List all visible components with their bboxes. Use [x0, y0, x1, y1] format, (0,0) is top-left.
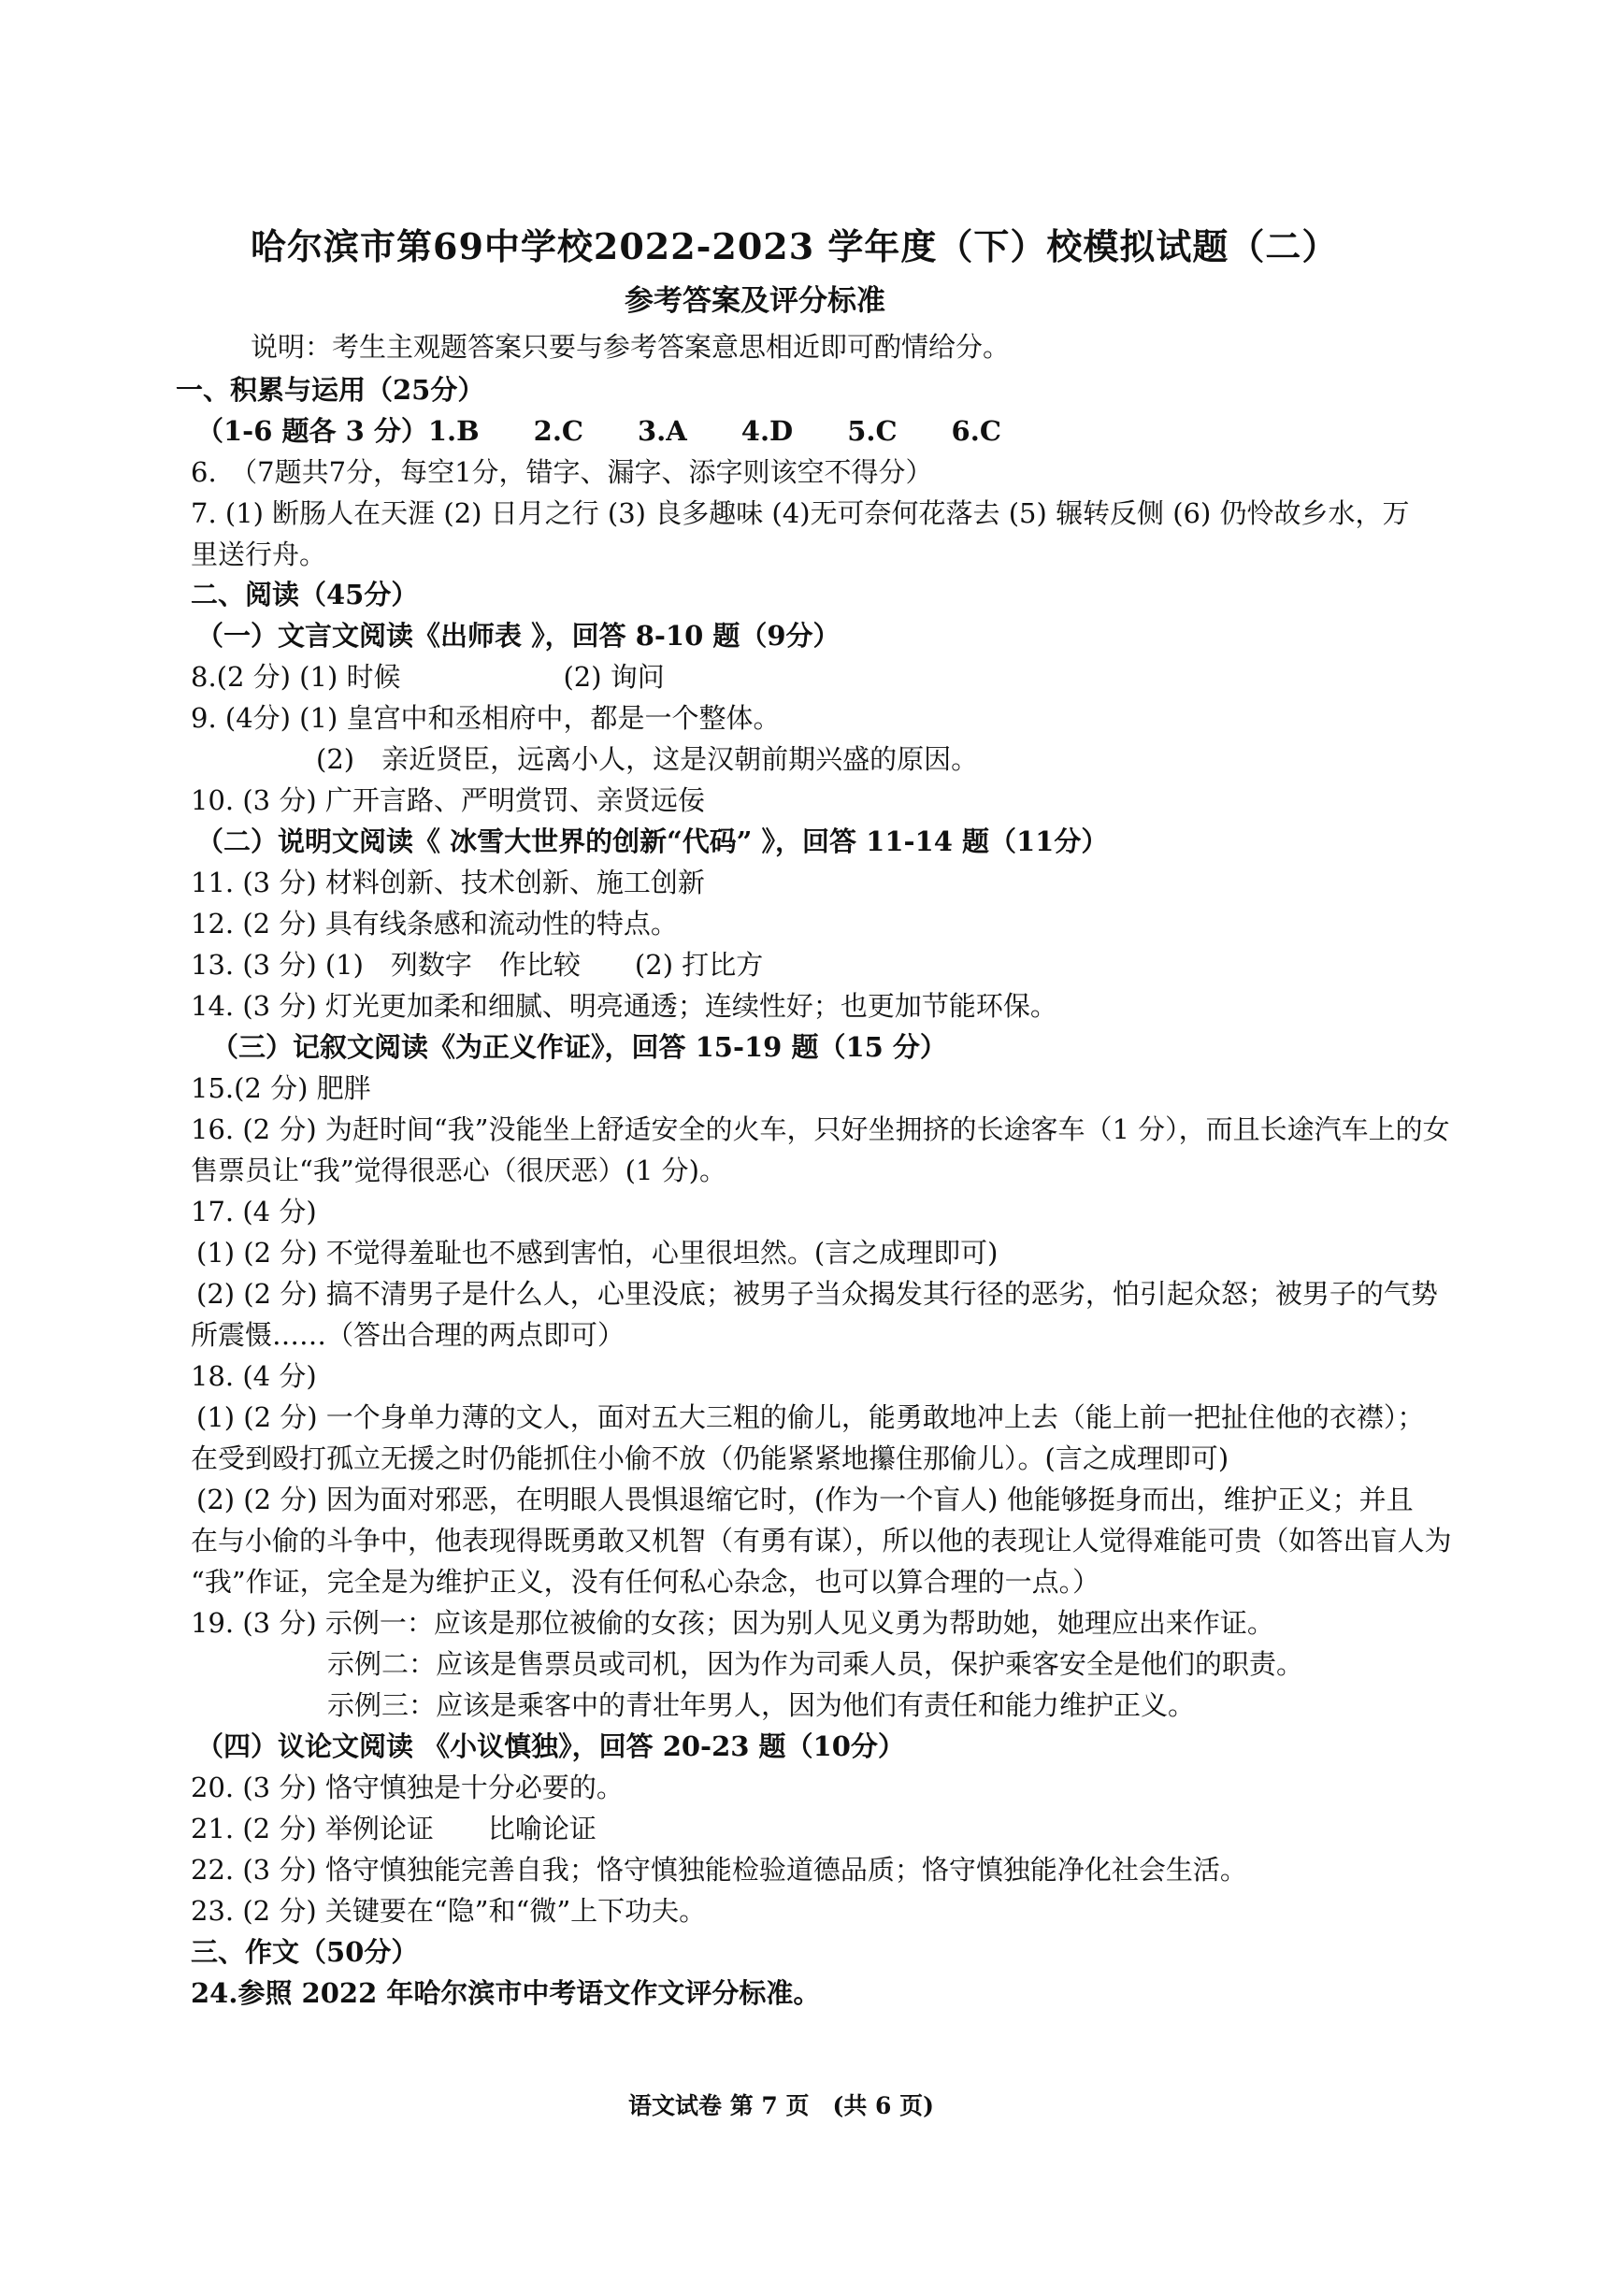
section-2-heading: 二、阅读（45分）: [191, 579, 419, 610]
answer-q11: 11. (3 分) 材料创新、技术创新、施工创新: [191, 867, 705, 898]
answer-q13: 13. (3 分) (1) 列数字 作比较 (2) 打比方: [191, 949, 764, 981]
page-title: 哈尔滨市第69中学校2022-2023 学年度（下）校模拟试题（二）: [251, 225, 1339, 267]
answer-q8: 8.(2 分) (1) 时候 (2) 询问: [191, 661, 665, 693]
answer-q15: 15.(2 分) 肥胖: [191, 1072, 371, 1104]
answer-q18-1-line2: 在受到殴打孤立无援之时仍能抓住小偷不放（仍能紧紧地攥住那偷儿）。(言之成理即可): [191, 1442, 1229, 1474]
part-2-heading: （二）说明文阅读《 冰雪大世界的创新“代码” 》，回答 11-14 题（11分）: [196, 825, 1109, 857]
section-3-heading: 三、作文（50分）: [191, 1936, 419, 1968]
part-4-heading: （四）议论文阅读 《小议慎独》，回答 20-23 题（10分）: [196, 1730, 905, 1762]
scoring-note: 说明：考生主观题答案只要与参考答案意思相近即可酌情给分。: [251, 331, 1011, 363]
answer-q14: 14. (3 分) 灯光更加柔和细腻、明亮通透；连续性好；也更加节能环保。: [191, 990, 1057, 1022]
answer-q20: 20. (3 分) 恪守慎独是十分必要的。: [191, 1772, 624, 1803]
page-footer: 语文试卷 第 7 页 (共 6 页): [628, 2092, 934, 2119]
answer-q22: 22. (3 分) 恪守慎独能完善自我；恪守慎独能检验道德品质；恪守慎独能净化社会生活。: [191, 1854, 1247, 1886]
answer-q19-example-3: 示例三：应该是乘客中的青壮年男人，因为他们有责任和能力维护正义。: [327, 1689, 1196, 1721]
answer-q19-example-1: 19. (3 分) 示例一：应该是那位被偷的女孩；因为别人见义勇为帮助她，她理应出来作证。: [191, 1607, 1274, 1639]
answer-q18-1-line1: (1) (2 分) 一个身单力薄的文人，面对五大三粗的偷儿，能勇敢地冲上去（能上前一把扯住他的衣襟）；: [196, 1401, 1425, 1433]
answer-q9-1: 9. (4分) (1) 皇宫中和丞相府中，都是一个整体。: [191, 702, 781, 734]
answer-q17-2-line1: (2) (2 分) 搞不清男子是什么人，心里没底；被男子当众揭发其行径的恶劣，怕引起众怒；被男子的气势: [196, 1278, 1438, 1310]
section-1-heading: 一、积累与运用（25分）: [176, 374, 485, 406]
answer-q19-example-2: 示例二：应该是售票员或司机，因为作为司乘人员，保护乘客安全是他们的职责。: [327, 1648, 1304, 1680]
answer-q17: 17. (4 分): [191, 1196, 317, 1227]
answer-q7-line1: 7. (1) 断肠人在天涯 (2) 日月之行 (3) 良多趣味 (4)无可奈何花落去 (5) 辗转反侧 (6) 仍怜故乡水，万: [191, 497, 1410, 529]
page-subtitle: 参考答案及评分标准: [625, 284, 885, 318]
answer-q17-2-line2: 所震慑……（答出合理的两点即可）: [191, 1319, 625, 1351]
answer-q16-line2: 售票员让“我”觉得很恶心（很厌恶）(1 分)。: [191, 1155, 726, 1186]
part-1-heading: （一）文言文阅读《出师表 》，回答 8-10 题（9分）: [196, 620, 841, 652]
part-3-heading: （三）记叙文阅读《为正义作证》，回答 15-19 题（15 分）: [211, 1031, 947, 1063]
answer-q18-2-line1: (2) (2 分) 因为面对邪恶，在明眼人畏惧退缩它时，(作为一个盲人) 他能够挺身而出，维护正义；并且: [196, 1484, 1414, 1515]
answer-q16-line1: 16. (2 分) 为赶时间“我”没能坐上舒适安全的火车，只好坐拥挤的长途客车（1 分），而且长途汽车上的女: [191, 1113, 1450, 1145]
answer-q18: 18. (4 分): [191, 1360, 317, 1392]
answer-q9-2: (2) 亲近贤臣，远离小人，这是汉朝前期兴盛的原因。: [316, 743, 979, 775]
answer-q1-6: （1-6 题各 3 分）1.B 2.C 3.A 4.D 5.C 6.C: [196, 415, 1001, 447]
answer-q23: 23. (2 分) 关键要在“隐”和“微”上下功夫。: [191, 1895, 707, 1927]
answer-q24: 24.参照 2022 年哈尔滨市中考语文作文评分标准。: [191, 1977, 821, 2009]
answer-q21: 21. (2 分) 举例论证 比喻论证: [191, 1813, 596, 1844]
answer-q7-line2: 里送行舟。: [191, 538, 327, 570]
answer-q17-1: (1) (2 分) 不觉得羞耻也不感到害怕，心里很坦然。(言之成理即可): [196, 1237, 999, 1269]
answer-q18-2-line2: 在与小偷的斗争中，他表现得既勇敢又机智（有勇有谋），所以他的表现让人觉得难能可贵（如答出盲人为: [191, 1525, 1452, 1557]
answer-q10: 10. (3 分) 广开言路、严明赏罚、亲贤远佞: [191, 784, 705, 816]
answer-q18-2-line3: “我”作证，完全是为维护正义，没有任何私心杂念，也可以算合理的一点。）: [191, 1566, 1100, 1598]
answer-q6-note: 6. （7题共7分，每空1分，错字、漏字、添字则该空不得分）: [191, 456, 933, 488]
answer-q12: 12. (2 分) 具有线条感和流动性的特点。: [191, 908, 678, 940]
